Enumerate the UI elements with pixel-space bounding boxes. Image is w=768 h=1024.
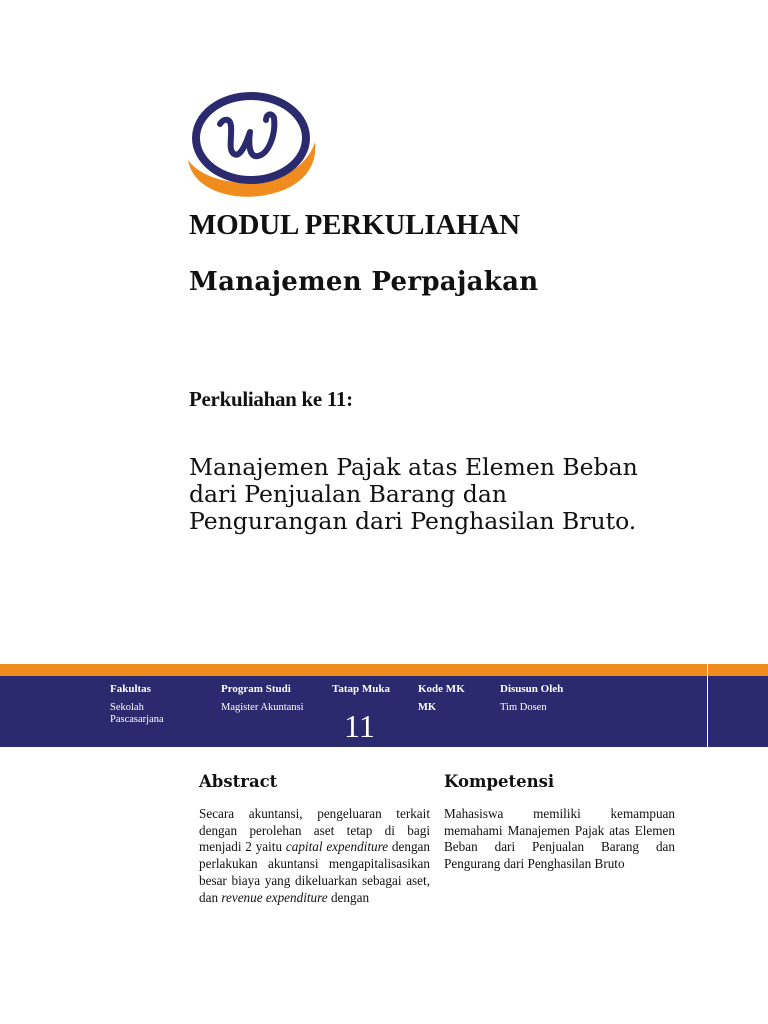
fakultas-value: Sekolah Pascasarjana (110, 702, 164, 725)
kode-mk-label: Kode MK (418, 683, 465, 695)
program-studi-label: Program Studi (221, 683, 291, 695)
disusun-oleh-column (500, 683, 563, 714)
program-studi-column (221, 683, 304, 714)
abstract-text-part1: Secara akuntansi, pengeluaran terkait dengan perolehan aset tetap di bagi menjadi 2 yaitu (199, 806, 430, 855)
info-band-divider (707, 664, 708, 747)
lecture-topic: Manajemen Pajak atas Elemen Beban dari Penjualan Barang dan Pengurangan dari Penghasilan Bruto. (189, 453, 638, 535)
program-studi-value: Magister Akuntansi (221, 702, 304, 713)
session-label: Perkuliahan ke 11: (189, 387, 353, 411)
tatap-muka-value: 11 (344, 708, 375, 744)
abstract-term-revenue: revenue expenditure (221, 889, 328, 905)
disusun-oleh-value: Tim Dosen (500, 702, 547, 713)
info-band-accent (0, 664, 768, 676)
abstract-text-part3: dengan (327, 889, 370, 905)
tatap-muka-column (332, 683, 390, 695)
abstract-text-part2: dengan perlakukan akuntansi mengapitalisasikan besar biaya yang dikeluarkan sebagai aset, dan (199, 839, 430, 905)
modul-title: MODUL PERKULIAHAN (189, 209, 520, 241)
university-logo (184, 88, 318, 206)
course-title: Manajemen Perpajakan (189, 267, 539, 297)
kompetensi-text: Mahasiswa memiliki kemampuan memahami Manajemen Pajak atas Elemen Beban dari Penjualan Barang dan Pengurang dari Penghasilan Bruto (444, 806, 675, 872)
kode-mk-value: MK (418, 702, 437, 713)
fakultas-label: Fakultas (110, 683, 151, 695)
info-band (0, 676, 768, 747)
tatap-muka-label: Tatap Muka (332, 683, 390, 695)
abstract-text (199, 806, 430, 906)
fakultas-column (110, 683, 180, 726)
abstract-term-capital: capital expenditure (285, 839, 389, 855)
abstract-heading: Abstract (199, 772, 278, 791)
kode-mk-column (418, 683, 465, 714)
disusun-oleh-label: Disusun Oleh (500, 683, 564, 695)
kompetensi-heading: Kompetensi (444, 772, 555, 791)
